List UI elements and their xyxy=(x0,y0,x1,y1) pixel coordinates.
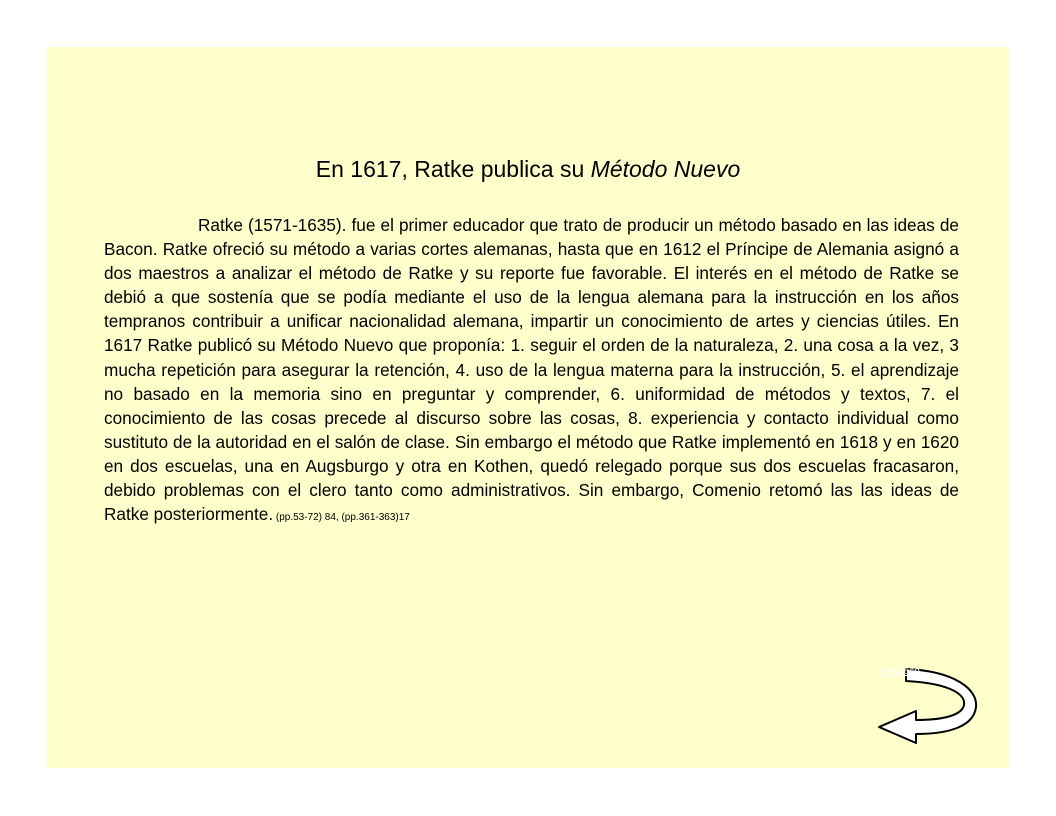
body-text: Ratke (1571-1635). fue el primer educador que trato de producir un método basado en las ideas de Bacon. Ratke ofreció su método a varias cortes alemanas, hasta que en 1612 el Príncipe de Alemania asignó a dos maestros a analizar el método de Ratke y su reporte fue favorable. El interés en el método de Ratke se debió a que sostenía que se podía mediante el uso de la lengua alemana para la instrucción en los años tempranos contribuir a unificar nacionalidad alemana, impartir un conocimiento de artes y ciencias útiles. En 1617 Ratke publicó su Método Nuevo que proponía: 1. seguir el orden de la naturaleza, 2. una cosa a la vez, 3 mucha repetición para asegurar la retención, 4. uso de la lengua materna para la instrucción, 5. el aprendizaje no basado en la memoria sino en preguntar y comprender, 6. uniformidad de métodos y textos, 7. el conocimiento de las cosas precede al discurso sobre las cosas, 8. experiencia y contacto individual como sustituto de la autoridad en el salón de clase. Sin embargo el método que Ratke implementó en 1618 y en 1620 en dos escuelas, una en Augsburgo y otra en Kothen, quedó relegado porque sus dos escuelas fracasaron, debido problemas con el clero tanto como administrativos. Sin embargo, Comenio retomó las las ideas de Ratke posteriormente. xyxy=(104,215,959,525)
title-text: En 1617, Ratke publica su xyxy=(315,156,591,182)
slide-title xyxy=(47,154,1009,184)
slide-panel xyxy=(47,47,1009,768)
body-paragraph xyxy=(104,213,959,530)
back-link[interactable]: Regreso xyxy=(882,666,920,677)
back-navigation[interactable] xyxy=(876,663,980,748)
title-italic-text: Método Nuevo xyxy=(590,156,741,182)
reference-citation: (pp.53-72) 84, (pp.361-363)17 xyxy=(273,512,410,524)
